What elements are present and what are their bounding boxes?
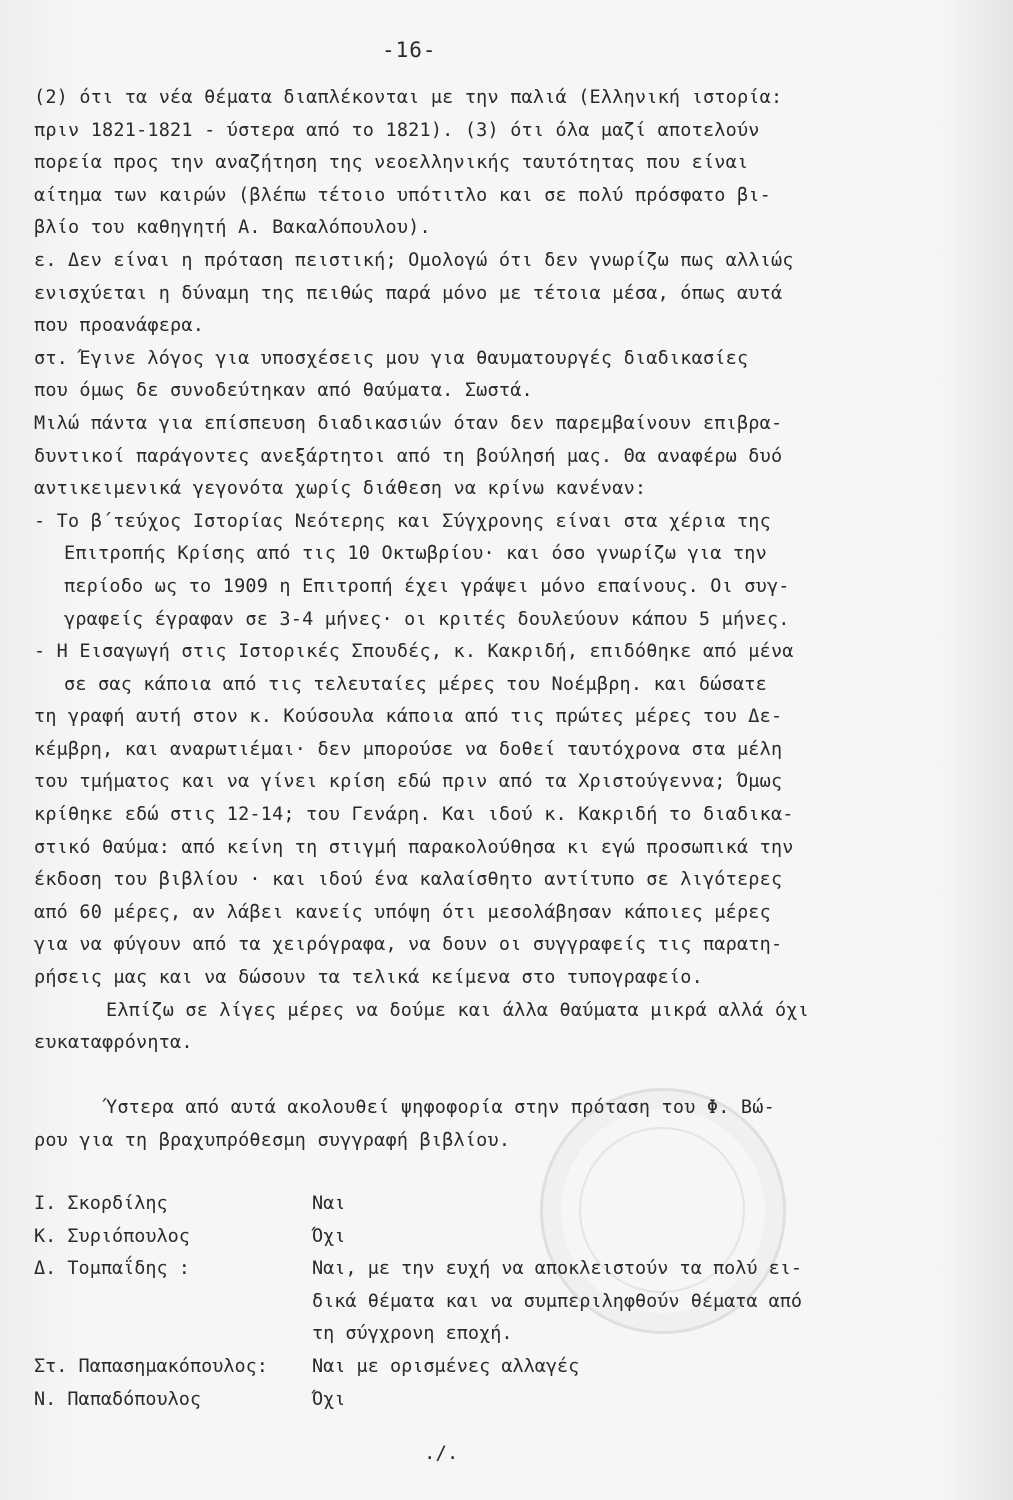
text-line: αίτημα των καιρών (βλέπω τέτοιο υπότιτλο και σε πολύ πρόσφατο βι- [34, 184, 771, 206]
vote-list [34, 1188, 974, 1416]
end-mark: ./. [424, 1442, 459, 1464]
text-line: περίοδο ως το 1909 η Επιτροπή έχει γράψει μόνο επαίνους. Οι συγ- [64, 575, 790, 597]
text-line: κέμβρη, και αναρωτιέμαι· δεν μπορούσε να δοθεί ταυτόχρονα στα μέλη [34, 738, 783, 760]
text-line: του τμήματος και να γίνει κρίση εδώ πριν από τα Χριστούγεννα; Όμως [34, 771, 783, 793]
text-line: ε. Δεν είναι η πρόταση πειστική; Ομολογώ ότι δεν γνωρίζω πως αλλιώς [34, 249, 794, 271]
text-line: ρήσεις μας και να δώσουν τα τελικά κείμενα στο τυπογραφείο. [34, 967, 703, 989]
voter-name: Ν. Παπαδόπουλος [34, 1388, 202, 1410]
text-line: κρίθηκε εδώ στις 12-14; του Γενάρη. Και ιδού κ. Κακριδή το διαδικα- [34, 804, 794, 826]
text-line: που προανάφερα. [34, 315, 205, 337]
text-line: στικό θαύμα: από κείνη τη στιγμή παρακολούθησα κι εγώ προσωπικά την [34, 836, 794, 858]
text-line: Μιλώ πάντα για επίσπευση διαδικασιών όταν δεν παρεμβαίνουν επιβρα- [34, 412, 783, 434]
text-line: στ. Έγινε λόγος για υποσχέσεις μου για θαυματουργές διαδικασίες [34, 347, 749, 369]
text-line: βλίο του καθηγητή Α. Βακαλόπουλου). [34, 217, 431, 239]
vote-row [34, 1384, 974, 1417]
vote-value: δικά θέματα και να συμπεριληφθούν θέματα από [312, 1290, 803, 1312]
text-line: ρου για τη βραχυπρόθεσμη συγγραφή βιβλίου. [34, 1130, 511, 1151]
vote-value: Όχι [312, 1388, 346, 1410]
text-line [34, 1060, 974, 1093]
text-line: που όμως δε συνοδεύτηκαν από θαύματα. Σωστά. [34, 380, 533, 402]
vote-value: Όχι [312, 1225, 346, 1247]
text-line: για να φύγουν από τα χειρόγραφα, να δουν οι συγγραφείς τις παρατη- [34, 934, 783, 956]
voter-name: Ι. Σκορδίλης [34, 1193, 168, 1214]
vote-value: Ναι με ορισμένες αλλαγές [312, 1355, 580, 1377]
text-line: ευκαταφρόνητα. [34, 1032, 193, 1054]
text-line: πριν 1821-1821 - ύστερα από το 1821). (3) ότι όλα μαζί αποτελούν [34, 119, 760, 141]
vote-row [34, 1188, 974, 1221]
voter-name [34, 1286, 312, 1319]
text-line: δυντικοί παράγοντες ανεξάρτητοι από τη βούλησή μας. Θα αναφέρω δυό [34, 445, 783, 467]
text-line: - Η Εισαγωγή στις Ιστορικές Σπουδές, κ. Κακριδή, επιδόθηκε από μένα [34, 641, 794, 663]
voter-name [34, 1318, 312, 1351]
text-line: ενισχύεται η δύναμη της πειθώς παρά μόνο με τέτοια μέσα, όπως αυτά [34, 282, 783, 304]
text-line: αντικειμενικά γεγονότα χωρίς διάθεση να κρίνω κανέναν: [34, 478, 647, 500]
vote-row [34, 1253, 974, 1286]
vote-row [34, 1221, 974, 1254]
body-text [34, 82, 974, 1158]
page-number: -16- [382, 38, 437, 62]
voter-name: Κ. Συριόπουλος [34, 1225, 190, 1247]
vote-value: Ναι [312, 1193, 346, 1214]
text-line: γραφείς έγραφαν σε 3-4 μήνες· οι κριτές δουλεύουν κάπου 5 μήνες. [64, 608, 790, 630]
vote-row [34, 1286, 974, 1319]
text-line: Ύστερα από αυτά ακολουθεί ψηφοφορία στην πρόταση του Φ. Βώ- [106, 1097, 775, 1119]
voter-name: Δ. Τομπαΐδης : [34, 1258, 190, 1280]
text-line: σε σας κάποια από τις τελευταίες μέρες του Νοέμβρη. και δώσατε [64, 673, 767, 695]
text-line: Επιτροπής Κρίσης από τις 10 Οκτωβρίου· και όσο γνωρίζω για την [64, 543, 767, 565]
voter-name: Στ. Παπασημακόπουλος: [34, 1355, 268, 1377]
text-line: (2) ότι τα νέα θέματα διαπλέκονται με την παλιά (Ελληνική ιστορία: [34, 87, 783, 108]
vote-value: τη σύγχρονη εποχή. [312, 1323, 513, 1345]
text-line: πορεία προς την αναζήτηση της νεοελληνικής ταυτότητας που είναι [34, 152, 749, 174]
text-line: Ελπίζω σε λίγες μέρες να δούμε και άλλα θαύματα μικρά αλλά όχι [106, 999, 809, 1021]
text-line: από 60 μέρες, αν λάβει κανείς υπόψη ότι μεσολάβησαν κάποιες μέρες [34, 901, 771, 923]
vote-value: Ναι, με την ευχή να αποκλειστούν τα πολύ ει- [312, 1258, 803, 1280]
text-line: τη γραφή αυτή στον κ. Κούσουλα κάποια από τις πρώτες μέρες του Δε- [34, 706, 783, 728]
text-line: έκδοση του βιβλίου · και ιδού ένα καλαίσθητο αντίτυπο σε λιγότερες [34, 869, 783, 891]
vote-row [34, 1318, 974, 1351]
text-line: - Το β΄τεύχος Ιστορίας Νεότερης και Σύγχρονης είναι στα χέρια της [34, 510, 771, 532]
vote-row [34, 1351, 974, 1384]
